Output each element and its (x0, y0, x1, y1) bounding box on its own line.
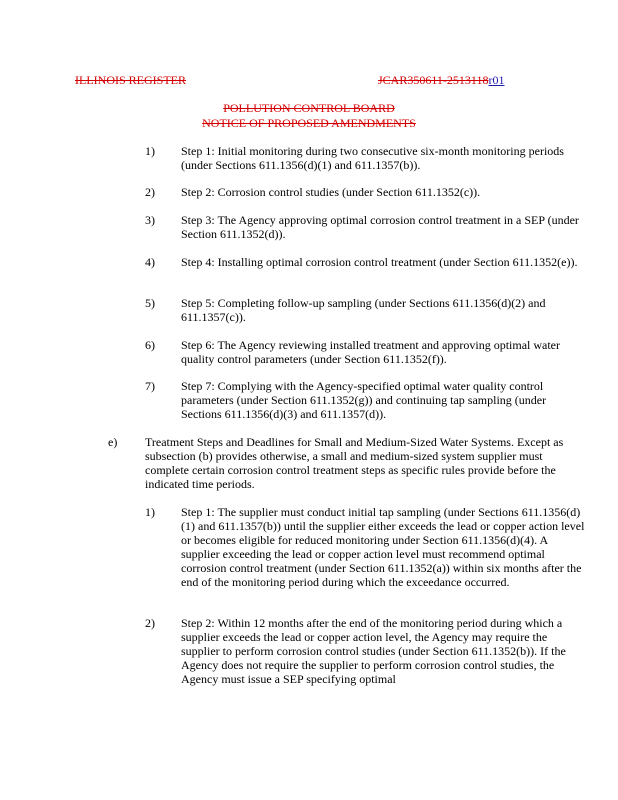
jcar-code (378, 73, 504, 88)
step-number: 1) (145, 505, 155, 519)
jcar-code-struck: JCAR350611-2513118 (378, 73, 489, 87)
subsection-text: Treatment Steps and Deadlines for Small and Medium-Sized Water Systems. Except as subsection (b) provides otherwise, a small and medium-sized system supplier must complete certain corrosion control treatment steps as specific rules provide before the indicated time periods. (145, 435, 564, 491)
step-text: Step 1: The supplier must conduct initial tap sampling (under Sections 611.1356(d)(1) and 611.1357(b)) until the supplier either exceeds the lead or copper action level or becomes eligible for reduced monitoring under Section 611.1356(d)(4). A supplier exceeding the lead or copper action level must recommend optimal corrosion control treatment (under Section 611.1352(a)) within six months after the end of the monitoring period during which the exceedance occurred. (181, 505, 585, 589)
step-number: 4) (145, 255, 155, 269)
step-number: 5) (145, 296, 155, 310)
step-text: Step 6: The Agency reviewing installed treatment and approving optimal water quality control parameters (under Section 611.1352(f)). (181, 338, 561, 366)
step-text: Step 5: Completing follow-up sampling (under Sections 611.1356(d)(2) and 611.1357(c)). (181, 296, 546, 324)
register-header: ILLINOIS REGISTER (75, 73, 186, 87)
step-text: Step 4: Installing optimal corrosion control treatment (under Section 611.1352(e)). (181, 255, 578, 269)
step-number: 2) (145, 185, 155, 199)
step-number: 1) (145, 144, 155, 158)
jcar-code-inserted: r01 (488, 73, 505, 87)
step-text: Step 1: Initial monitoring during two consecutive six-month monitoring periods (under Sections 611.1356(d)(1) and 611.1357(b)). (181, 144, 564, 172)
step-text: Step 3: The Agency approving optimal corrosion control treatment in a SEP (under Section 611.1352(d)). (181, 213, 579, 241)
step-text: Step 7: Complying with the Agency-specified optimal water quality control parameters (under Section 611.1352(g)) and continuing tap sampling (under Sections 611.1356(d)(3) and 611.1357(d)). (181, 379, 547, 421)
step-text: Step 2: Corrosion control studies (under Section 611.1352(c)). (181, 185, 481, 199)
subsection-number: e) (108, 435, 118, 449)
step-number: 2) (145, 616, 155, 630)
notice-title: NOTICE OF PROPOSED AMENDMENTS (202, 116, 416, 130)
board-title: POLLUTION CONTROL BOARD (223, 101, 395, 115)
step-number: 3) (145, 213, 155, 227)
step-text: Step 2: Within 12 months after the end of the monitoring period during which a supplier exceeds the lead or copper action level, the Agency may require the supplier to perform corrosion control studies (under Section 611.1352(b)). If the Agency does not require the supplier to perform corrosion control studies, the Agency must issue a SEP specifying optimal (181, 616, 566, 686)
step-number: 7) (145, 379, 155, 393)
step-number: 6) (145, 338, 155, 352)
